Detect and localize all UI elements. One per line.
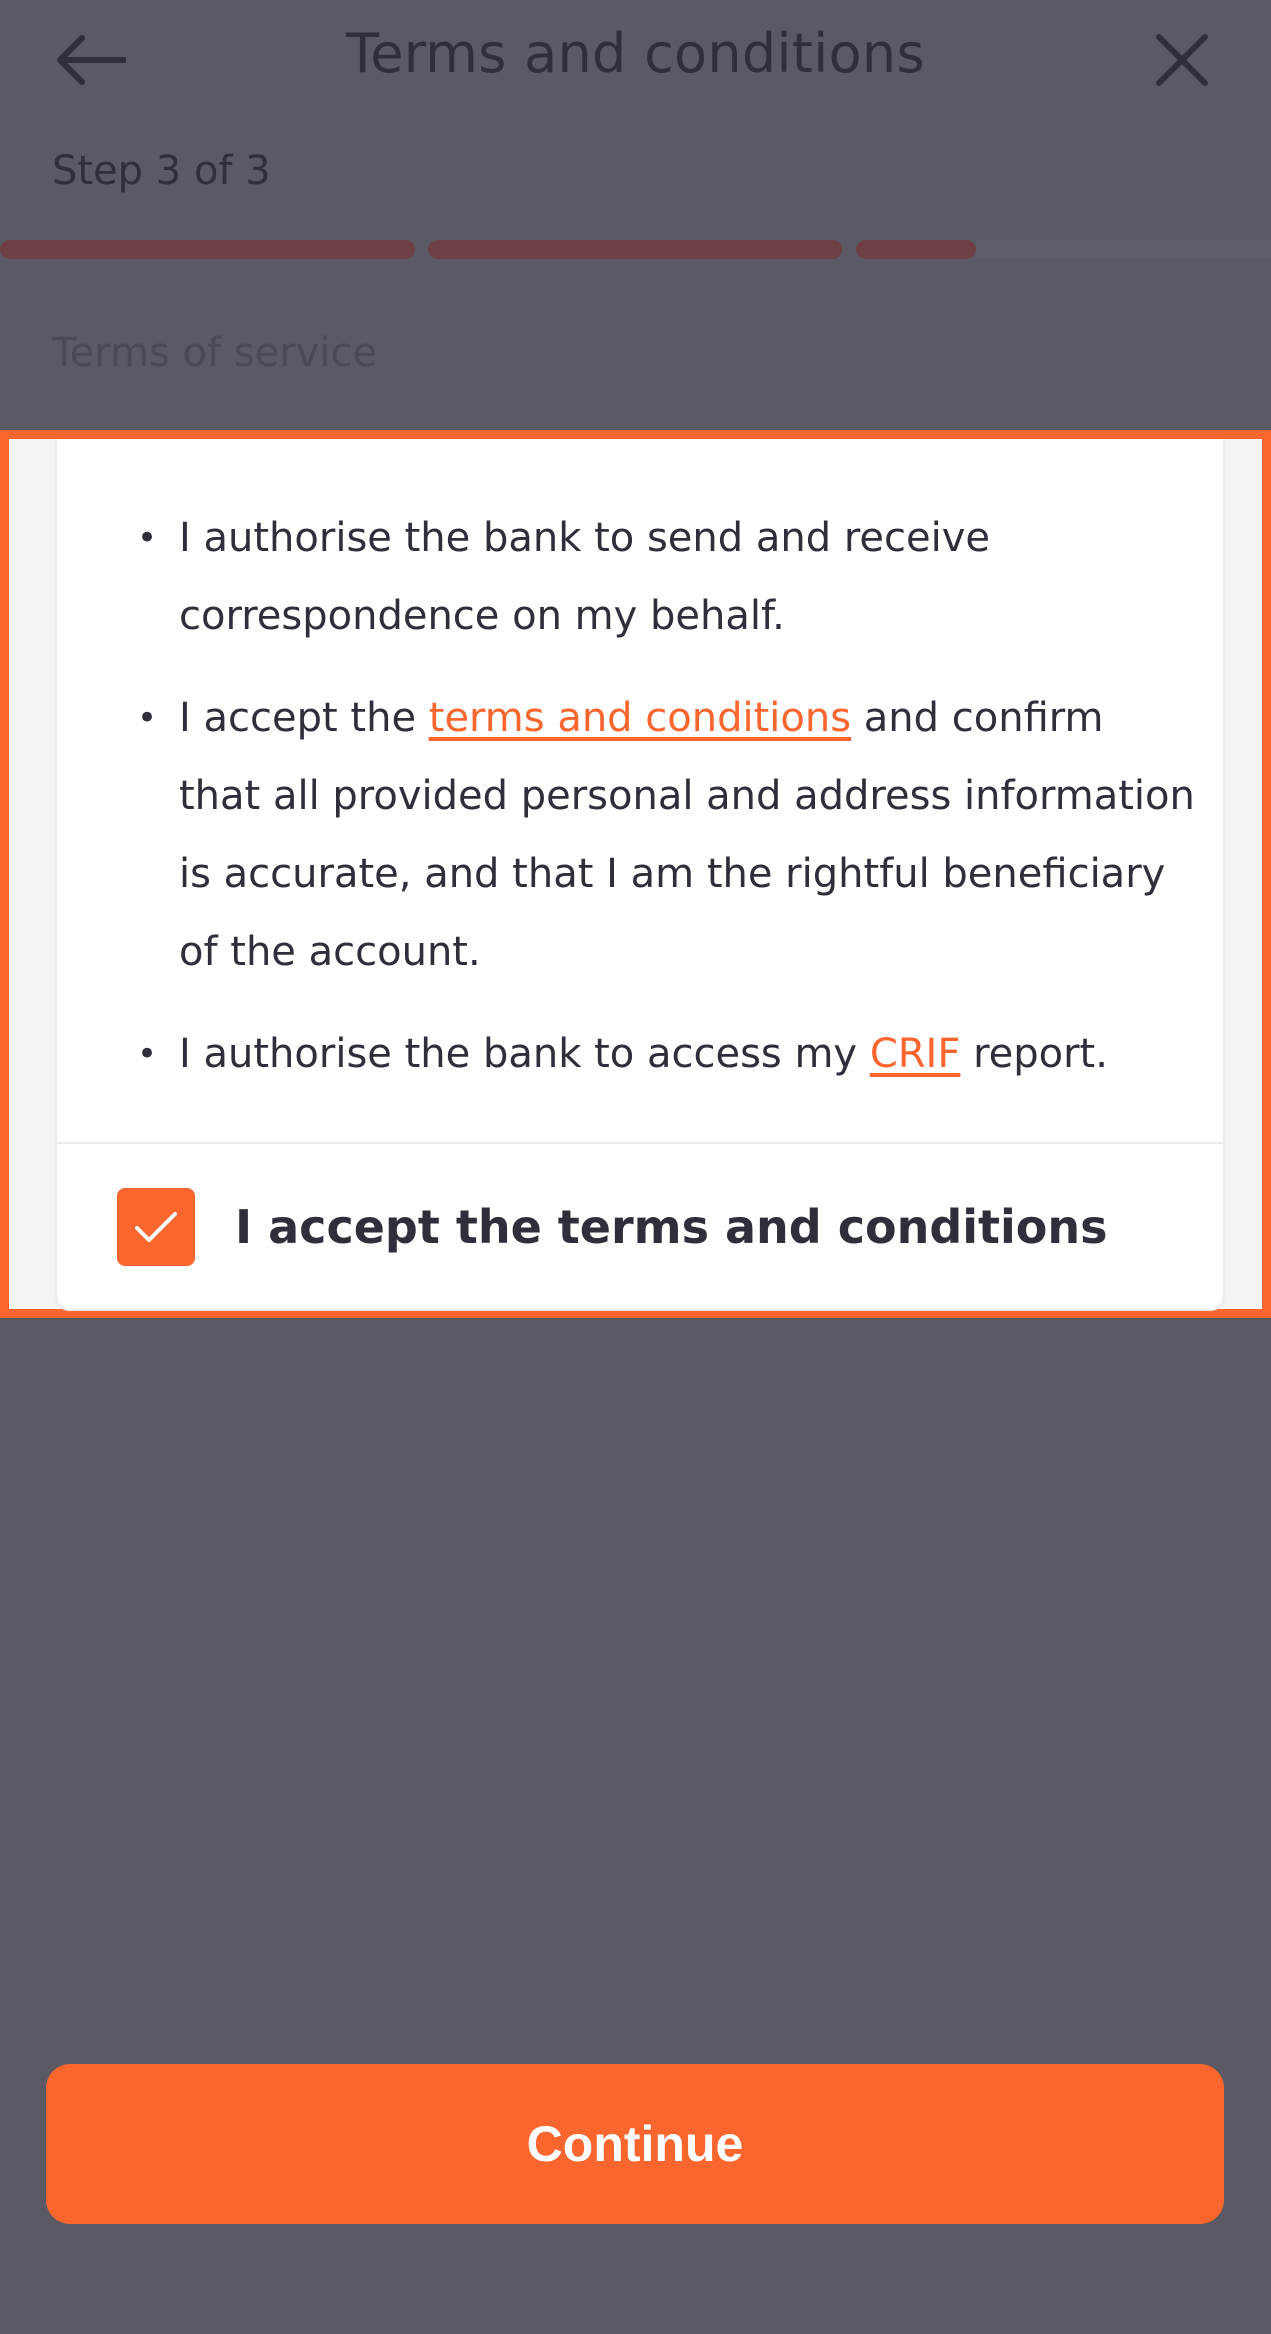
accept-terms-row[interactable]: [117, 1187, 1108, 1267]
terms-item-crif: [137, 1015, 1197, 1093]
header: [0, 0, 1271, 120]
terms-item-text-before: I accept the: [179, 695, 429, 741]
accept-terms-checkbox[interactable]: [117, 1188, 195, 1266]
close-button[interactable]: [1140, 18, 1224, 102]
terms-item-correspondence: [137, 499, 1197, 655]
progress-bar: [0, 240, 1271, 260]
progress-segment-3: [856, 240, 976, 259]
terms-card: [55, 439, 1225, 1311]
progress-segment-2: [428, 240, 842, 259]
terms-item-text-after: report.: [960, 1031, 1108, 1077]
accept-terms-label: I accept the terms and conditions: [235, 1200, 1108, 1254]
crif-link[interactable]: CRIF: [869, 1031, 961, 1077]
close-icon: [1155, 33, 1209, 87]
progress-segment-1: [0, 240, 415, 259]
step-label: Step 3 of 3: [52, 148, 271, 194]
terms-panel: [0, 430, 1271, 1318]
terms-item-text: I authorise the bank to send and receive correspondence on my behalf.: [179, 515, 991, 639]
terms-item-text-before: I authorise the bank to access my: [179, 1031, 870, 1077]
terms-item-accept: [137, 679, 1197, 991]
page-title: Terms and conditions: [346, 22, 925, 85]
terms-item-text-after: and confirm that all provided personal and address information is accurate, and that I am the rightful beneficiary of the account.: [179, 695, 1195, 975]
progress-track: [976, 240, 1271, 259]
divider: [57, 1142, 1223, 1144]
terms-and-conditions-link[interactable]: terms and conditions: [428, 695, 852, 741]
section-label: Terms of service: [52, 330, 378, 376]
continue-button[interactable]: Continue: [46, 2064, 1224, 2224]
terms-list: [137, 499, 1197, 1117]
checkmark-icon: [133, 1209, 179, 1245]
